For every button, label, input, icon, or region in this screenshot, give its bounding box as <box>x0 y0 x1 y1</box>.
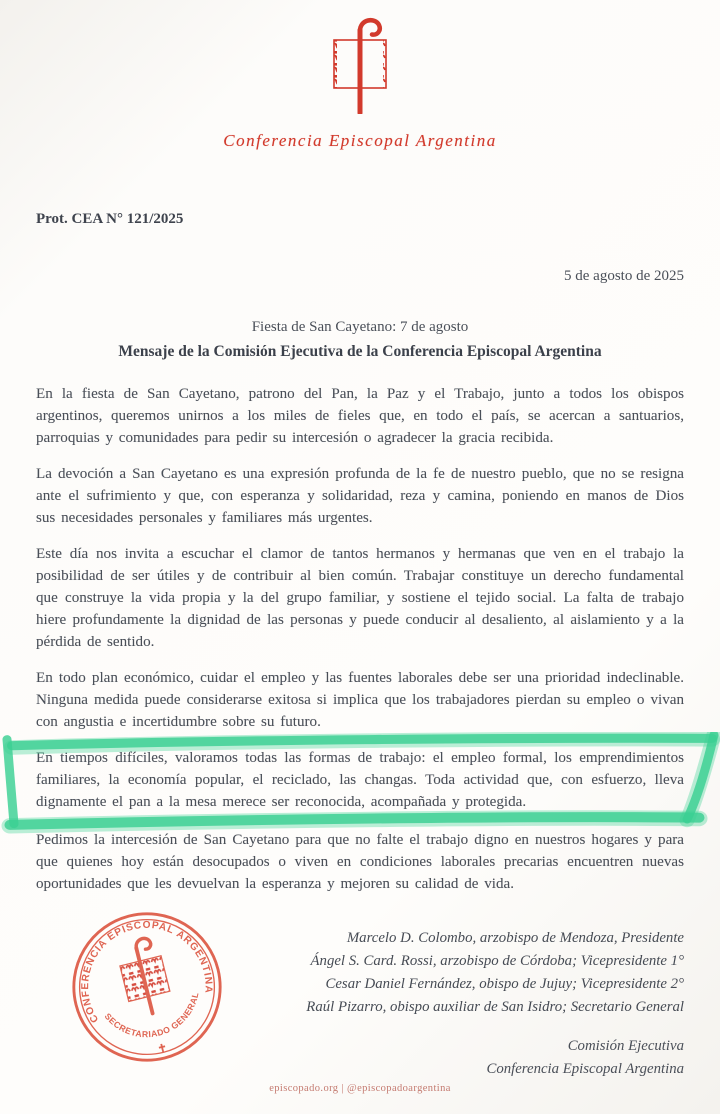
highlighted-paragraph: En tiempos difíciles, valoramos todas las formas de trabajo: el empleo formal, los emprendimientos familiares, la economía popular, el reciclado, las changas. Toda actividad que, con esfuerzo, lleva dignamente el pan a la mesa merece ser reconocida, acompañada y protegida. <box>36 750 684 810</box>
signatory-line-secretary: Raúl Pizarro, obispo auxiliar de San Isidro; Secretario General <box>306 999 684 1015</box>
signatory-line-vp2: Cesar Daniel Fernández, obispo de Jujuy; Vicepresidente 2° <box>325 976 684 992</box>
closing-paragraph: Pedimos la intercesión de San Cayetano para que no falte el trabajo digno en nuestros hogares y para que quienes hoy están desocupados o viven en condiciones laborales precarias encuentren nuevas oportunidades que les devuelvan la esperanza y mejoren su calidad de vida. <box>36 832 684 892</box>
paragraph-2: La devoción a San Cayetano es una expresión profunda de la fe de nuestro pueblo, que no se resigna ante el sufrimiento y que, con esperanza y solidaridad, reza y camina, poniendo en manos de Dios sus necesidades personales y familiares más urgentes. <box>36 466 684 526</box>
paragraph-4: En todo plan económico, cuidar el empleo y las fuentes laborales debe ser una prioridad indeclinable. Ninguna medida puede considerarse exitosa si implica que los trabajadores pierdan su empleo o vivan con angustia e incertidumbre sobre su futuro. <box>36 670 684 730</box>
letter-date: 5 de agosto de 2025 <box>564 268 684 284</box>
paragraph-3: Este día nos invita a escuchar el clamor de tantos hermanos y hermanas que ven en el trabajo la posibilidad de ser útiles y de contribuir al bien común. Trabajar constituye un derecho fundamental que construye la vida propia y la del grupo familiar, y sostiene el tejido social. La falta de trabajo hiere profundamente la dignidad de las personas y puede conducir al desaliento, al aislamiento y a la pérdida de sentido. <box>36 546 684 650</box>
feast-subtitle: Fiesta de San Cayetano: 7 de agosto <box>251 319 469 335</box>
signatory-line-vp1: Ángel S. Card. Rossi, arzobispo de Córdoba; Vicepresidente 1° <box>310 953 684 969</box>
seal-ring-text-top: CONFERENCIA EPISCOPAL ARGENTINA <box>80 919 214 1025</box>
letterhead <box>36 0 684 151</box>
protocol-number: Prot. CEA N° 121/2025 <box>36 211 184 227</box>
footer-contact: episcopado.org | @episcopadoargentina <box>269 1083 451 1094</box>
seal-ring-text-bottom: SECRETARIADO GENERAL <box>102 991 201 1040</box>
sign-off-org: Conferencia Episcopal Argentina <box>486 1061 684 1077</box>
signatory-line-president: Marcelo D. Colombo, arzobispo de Mendoza, Presidente <box>346 930 684 946</box>
org-name-script: Conferencia Episcopal Argentina <box>223 131 497 150</box>
seal-crosier-icon <box>115 935 174 1018</box>
crosier-emblem-icon <box>314 14 406 114</box>
paragraph-1: En la fiesta de San Cayetano, patrono del Pan, la Paz y el Trabajo, junto a todos los obispos argentinos, queremos unirnos a los miles de fieles que, en todo el país, se acercan a santuarios, parroquias y comunidades para pedir su intercesión o agradecer la gracia recibida. <box>36 386 684 446</box>
svg-text:SECRETARIADO GENERAL <box>101 989 208 1050</box>
seal-cross-icon: ✝ <box>156 1042 169 1057</box>
message-title: Mensaje de la Comisión Ejecutiva de la Conferencia Episcopal Argentina <box>118 343 602 360</box>
highlighted-passage <box>36 747 684 813</box>
sign-off-committee: Comisión Ejecutiva <box>567 1038 684 1054</box>
